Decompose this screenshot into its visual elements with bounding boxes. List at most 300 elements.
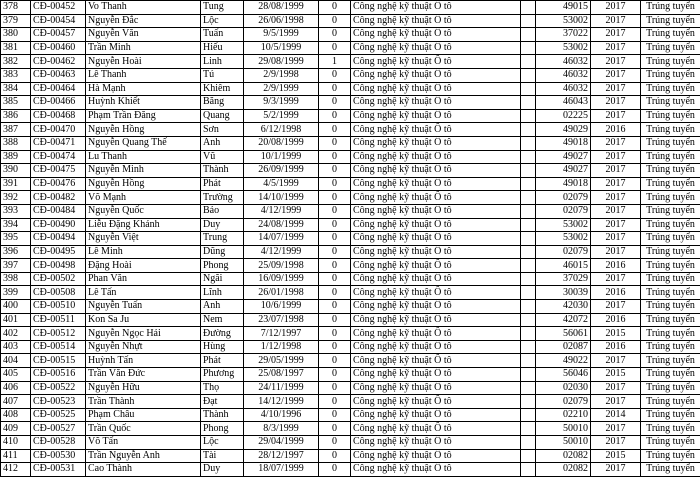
major-cell: Công nghệ kỹ thuật Ô tô <box>351 327 521 341</box>
surname-cell: Phạm Châu <box>86 408 201 422</box>
student-code-cell: CĐ-00528 <box>31 436 86 450</box>
birth-date-cell: 25/08/1997 <box>244 368 319 382</box>
student-code-cell: CĐ-00508 <box>31 286 86 300</box>
major-cell: Công nghệ kỹ thuật Ô tô <box>351 41 521 55</box>
table-row <box>1 68 700 82</box>
birth-date-cell: 9/3/1999 <box>244 96 319 110</box>
blank-cell <box>521 381 536 395</box>
student-code-cell: CĐ-00511 <box>31 313 86 327</box>
given-name-cell: Lĩnh <box>201 286 244 300</box>
birth-date-cell: 29/08/1999 <box>244 55 319 69</box>
blank-cell <box>521 313 536 327</box>
result-cell: Trúng tuyển <box>641 14 700 28</box>
student-code-cell: CĐ-00531 <box>31 463 86 477</box>
table-row <box>1 449 700 463</box>
subject-group-cell: 02210 <box>536 408 591 422</box>
blank-cell <box>521 368 536 382</box>
major-cell: Công nghệ kỹ thuật Ô tô <box>351 395 521 409</box>
result-cell: Trúng tuyển <box>641 164 700 178</box>
blank-cell <box>521 340 536 354</box>
surname-cell: Trần Minh <box>86 41 201 55</box>
birth-date-cell: 4/10/1996 <box>244 408 319 422</box>
row-number-cell: 386 <box>1 109 31 123</box>
graduation-year-cell: 2017 <box>591 191 641 205</box>
result-cell: Trúng tuyển <box>641 340 700 354</box>
blank-cell <box>521 109 536 123</box>
subject-group-cell: 46032 <box>536 68 591 82</box>
birth-date-cell: 10/1/1999 <box>244 150 319 164</box>
row-number-cell: 385 <box>1 96 31 110</box>
subject-group-cell: 02082 <box>536 463 591 477</box>
surname-cell: Lu Thanh <box>86 150 201 164</box>
row-number-cell: 384 <box>1 82 31 96</box>
major-cell: Công nghệ kỹ thuật Ô tô <box>351 313 521 327</box>
result-cell: Trúng tuyển <box>641 123 700 137</box>
graduation-year-cell: 2017 <box>591 28 641 42</box>
given-name-cell: Trung <box>201 232 244 246</box>
student-code-cell: CĐ-00514 <box>31 340 86 354</box>
priority-cell: 0 <box>319 436 351 450</box>
row-number-cell: 411 <box>1 449 31 463</box>
surname-cell: Nguyễn Đắc <box>86 14 201 28</box>
blank-cell <box>521 28 536 42</box>
major-cell: Công nghệ kỹ thuật Ô tô <box>351 436 521 450</box>
blank-cell <box>521 41 536 55</box>
graduation-year-cell: 2017 <box>591 96 641 110</box>
student-code-cell: CĐ-00490 <box>31 218 86 232</box>
row-number-cell: 380 <box>1 28 31 42</box>
subject-group-cell: 46032 <box>536 55 591 69</box>
result-cell: Trúng tuyển <box>641 109 700 123</box>
table-row <box>1 28 700 42</box>
birth-date-cell: 29/05/1999 <box>244 354 319 368</box>
table-row <box>1 1 700 15</box>
major-cell: Công nghệ kỹ thuật Ô tô <box>351 381 521 395</box>
blank-cell <box>521 259 536 273</box>
blank-cell <box>521 395 536 409</box>
birth-date-cell: 24/11/1999 <box>244 381 319 395</box>
subject-group-cell: 49027 <box>536 150 591 164</box>
birth-date-cell: 24/08/1999 <box>244 218 319 232</box>
major-cell: Công nghệ kỹ thuật Ô tô <box>351 218 521 232</box>
result-cell: Trúng tuyển <box>641 1 700 15</box>
student-code-cell: CĐ-00475 <box>31 164 86 178</box>
given-name-cell: Thành <box>201 408 244 422</box>
student-code-cell: CĐ-00457 <box>31 28 86 42</box>
blank-cell <box>521 354 536 368</box>
major-cell: Công nghệ kỹ thuật Ô tô <box>351 422 521 436</box>
surname-cell: Cao Thành <box>86 463 201 477</box>
given-name-cell: Duy <box>201 463 244 477</box>
table-row <box>1 41 700 55</box>
subject-group-cell: 46032 <box>536 82 591 96</box>
given-name-cell: Phát <box>201 354 244 368</box>
surname-cell: Nguyễn Hồng <box>86 123 201 137</box>
birth-date-cell: 29/04/1999 <box>244 436 319 450</box>
result-cell: Trúng tuyển <box>641 68 700 82</box>
result-cell: Trúng tuyển <box>641 191 700 205</box>
blank-cell <box>521 150 536 164</box>
subject-group-cell: 53002 <box>536 41 591 55</box>
graduation-year-cell: 2015 <box>591 368 641 382</box>
priority-cell: 0 <box>319 204 351 218</box>
given-name-cell: Anh <box>201 300 244 314</box>
table-row <box>1 368 700 382</box>
table-row <box>1 259 700 273</box>
surname-cell: Nguyễn Văn <box>86 28 201 42</box>
major-cell: Công nghệ kỹ thuật Ô tô <box>351 340 521 354</box>
result-cell: Trúng tuyển <box>641 327 700 341</box>
graduation-year-cell: 2017 <box>591 436 641 450</box>
major-cell: Công nghệ kỹ thuật Ô tô <box>351 14 521 28</box>
birth-date-cell: 23/07/1998 <box>244 313 319 327</box>
priority-cell: 0 <box>319 408 351 422</box>
table-row <box>1 136 700 150</box>
table-row <box>1 272 700 286</box>
priority-cell: 0 <box>319 150 351 164</box>
table-row <box>1 14 700 28</box>
row-number-cell: 402 <box>1 327 31 341</box>
row-number-cell: 383 <box>1 68 31 82</box>
birth-date-cell: 14/12/1999 <box>244 395 319 409</box>
table-row <box>1 340 700 354</box>
priority-cell: 0 <box>319 232 351 246</box>
table-row <box>1 300 700 314</box>
given-name-cell: Lộc <box>201 436 244 450</box>
row-number-cell: 403 <box>1 340 31 354</box>
table-row <box>1 313 700 327</box>
surname-cell: Trần Nguyễn Anh <box>86 449 201 463</box>
graduation-year-cell: 2017 <box>591 164 641 178</box>
graduation-year-cell: 2017 <box>591 82 641 96</box>
surname-cell: Võ Tấn <box>86 436 201 450</box>
major-cell: Công nghệ kỹ thuật Ô tô <box>351 28 521 42</box>
result-cell: Trúng tuyển <box>641 408 700 422</box>
student-code-cell: CĐ-00527 <box>31 422 86 436</box>
major-cell: Công nghệ kỹ thuật Ô tô <box>351 123 521 137</box>
student-code-cell: CĐ-00471 <box>31 136 86 150</box>
subject-group-cell: 56046 <box>536 368 591 382</box>
surname-cell: Lê Tấn <box>86 286 201 300</box>
row-number-cell: 389 <box>1 150 31 164</box>
row-number-cell: 378 <box>1 1 31 15</box>
priority-cell: 0 <box>319 395 351 409</box>
given-name-cell: Tài <box>201 449 244 463</box>
graduation-year-cell: 2016 <box>591 340 641 354</box>
result-cell: Trúng tuyển <box>641 286 700 300</box>
result-cell: Trúng tuyển <box>641 449 700 463</box>
table-row <box>1 286 700 300</box>
graduation-year-cell: 2017 <box>591 354 641 368</box>
blank-cell <box>521 463 536 477</box>
subject-group-cell: 02087 <box>536 340 591 354</box>
result-cell: Trúng tuyển <box>641 463 700 477</box>
graduation-year-cell: 2017 <box>591 14 641 28</box>
subject-group-cell: 53002 <box>536 218 591 232</box>
birth-date-cell: 7/12/1997 <box>244 327 319 341</box>
priority-cell: 0 <box>319 28 351 42</box>
result-cell: Trúng tuyển <box>641 177 700 191</box>
given-name-cell: Phương <box>201 368 244 382</box>
row-number-cell: 390 <box>1 164 31 178</box>
row-number-cell: 404 <box>1 354 31 368</box>
blank-cell <box>521 436 536 450</box>
subject-group-cell: 56061 <box>536 327 591 341</box>
priority-cell: 0 <box>319 449 351 463</box>
given-name-cell: Linh <box>201 55 244 69</box>
graduation-year-cell: 2017 <box>591 422 641 436</box>
subject-group-cell: 49029 <box>536 123 591 137</box>
birth-date-cell: 1/12/1998 <box>244 340 319 354</box>
given-name-cell: Thành <box>201 164 244 178</box>
blank-cell <box>521 327 536 341</box>
given-name-cell: Duy <box>201 218 244 232</box>
surname-cell: Phạm Trần Đăng <box>86 109 201 123</box>
given-name-cell: Phong <box>201 259 244 273</box>
blank-cell <box>521 422 536 436</box>
result-cell: Trúng tuyển <box>641 259 700 273</box>
table-row <box>1 150 700 164</box>
row-number-cell: 394 <box>1 218 31 232</box>
table-row <box>1 191 700 205</box>
major-cell: Công nghệ kỹ thuật Ô tô <box>351 150 521 164</box>
priority-cell: 0 <box>319 463 351 477</box>
graduation-year-cell: 2016 <box>591 123 641 137</box>
priority-cell: 0 <box>319 259 351 273</box>
given-name-cell: Hùng <box>201 340 244 354</box>
blank-cell <box>521 300 536 314</box>
surname-cell: Phan Văn <box>86 272 201 286</box>
graduation-year-cell: 2015 <box>591 449 641 463</box>
student-code-cell: CĐ-00464 <box>31 82 86 96</box>
result-cell: Trúng tuyển <box>641 150 700 164</box>
graduation-year-cell: 2017 <box>591 204 641 218</box>
table-row <box>1 463 700 477</box>
priority-cell: 0 <box>319 340 351 354</box>
major-cell: Công nghệ kỹ thuật Ô tô <box>351 204 521 218</box>
blank-cell <box>521 272 536 286</box>
major-cell: Công nghệ kỹ thuật Ô tô <box>351 286 521 300</box>
given-name-cell: Ngãi <box>201 272 244 286</box>
blank-cell <box>521 55 536 69</box>
blank-cell <box>521 286 536 300</box>
given-name-cell: Tú <box>201 68 244 82</box>
graduation-year-cell: 2017 <box>591 68 641 82</box>
priority-cell: 0 <box>319 368 351 382</box>
given-name-cell: Sơn <box>201 123 244 137</box>
graduation-year-cell: 2016 <box>591 259 641 273</box>
given-name-cell: Bảo <box>201 204 244 218</box>
subject-group-cell: 49022 <box>536 354 591 368</box>
major-cell: Công nghệ kỹ thuật Ô tô <box>351 272 521 286</box>
major-cell: Công nghệ kỹ thuật Ô tô <box>351 109 521 123</box>
table-row <box>1 354 700 368</box>
row-number-cell: 388 <box>1 136 31 150</box>
subject-group-cell: 02082 <box>536 449 591 463</box>
subject-group-cell: 02079 <box>536 395 591 409</box>
graduation-year-cell: 2017 <box>591 463 641 477</box>
given-name-cell: Hiếu <box>201 41 244 55</box>
birth-date-cell: 26/09/1999 <box>244 164 319 178</box>
student-code-cell: CĐ-00452 <box>31 1 86 15</box>
surname-cell: Nguyễn Nhựt <box>86 340 201 354</box>
given-name-cell: Khiêm <box>201 82 244 96</box>
student-code-cell: CĐ-00460 <box>31 41 86 55</box>
row-number-cell: 379 <box>1 14 31 28</box>
surname-cell: Nguyễn Quang Thế <box>86 136 201 150</box>
table-row <box>1 109 700 123</box>
result-cell: Trúng tuyển <box>641 41 700 55</box>
subject-group-cell: 53002 <box>536 14 591 28</box>
student-code-cell: CĐ-00495 <box>31 245 86 259</box>
given-name-cell: Đường <box>201 327 244 341</box>
graduation-year-cell: 2017 <box>591 300 641 314</box>
subject-group-cell: 02079 <box>536 191 591 205</box>
priority-cell: 0 <box>319 422 351 436</box>
priority-cell: 0 <box>319 272 351 286</box>
blank-cell <box>521 14 536 28</box>
row-number-cell: 399 <box>1 286 31 300</box>
student-code-cell: CĐ-00468 <box>31 109 86 123</box>
birth-date-cell: 28/12/1997 <box>244 449 319 463</box>
subject-group-cell: 37029 <box>536 272 591 286</box>
given-name-cell: Phong <box>201 422 244 436</box>
student-code-cell: CĐ-00502 <box>31 272 86 286</box>
student-code-cell: CĐ-00494 <box>31 232 86 246</box>
student-code-cell: CĐ-00470 <box>31 123 86 137</box>
birth-date-cell: 9/5/1999 <box>244 28 319 42</box>
student-code-cell: CĐ-00484 <box>31 204 86 218</box>
subject-group-cell: 42072 <box>536 313 591 327</box>
given-name-cell: Băng <box>201 96 244 110</box>
surname-cell: Nguyễn Minh <box>86 164 201 178</box>
row-number-cell: 410 <box>1 436 31 450</box>
result-cell: Trúng tuyển <box>641 436 700 450</box>
birth-date-cell: 5/2/1999 <box>244 109 319 123</box>
given-name-cell: Anh <box>201 136 244 150</box>
given-name-cell: Lộc <box>201 14 244 28</box>
row-number-cell: 393 <box>1 204 31 218</box>
priority-cell: 0 <box>319 136 351 150</box>
row-number-cell: 406 <box>1 381 31 395</box>
table-row <box>1 245 700 259</box>
major-cell: Công nghệ kỹ thuật Ô tô <box>351 232 521 246</box>
surname-cell: Huỳnh Tấn <box>86 354 201 368</box>
row-number-cell: 412 <box>1 463 31 477</box>
birth-date-cell: 4/5/1999 <box>244 177 319 191</box>
given-name-cell: Đạt <box>201 395 244 409</box>
blank-cell <box>521 136 536 150</box>
row-number-cell: 401 <box>1 313 31 327</box>
row-number-cell: 382 <box>1 55 31 69</box>
priority-cell: 0 <box>319 96 351 110</box>
student-code-cell: CĐ-00476 <box>31 177 86 191</box>
surname-cell: Vo Thanh <box>86 1 201 15</box>
major-cell: Công nghệ kỹ thuật Ô tô <box>351 1 521 15</box>
blank-cell <box>521 245 536 259</box>
result-cell: Trúng tuyển <box>641 313 700 327</box>
birth-date-cell: 16/09/1999 <box>244 272 319 286</box>
birth-date-cell: 10/6/1999 <box>244 300 319 314</box>
result-cell: Trúng tuyển <box>641 300 700 314</box>
birth-date-cell: 2/9/1998 <box>244 68 319 82</box>
subject-group-cell: 42030 <box>536 300 591 314</box>
priority-cell: 0 <box>319 218 351 232</box>
blank-cell <box>521 408 536 422</box>
student-code-cell: CĐ-00466 <box>31 96 86 110</box>
priority-cell: 0 <box>319 164 351 178</box>
given-name-cell: Phát <box>201 177 244 191</box>
major-cell: Công nghệ kỹ thuật Ô tô <box>351 191 521 205</box>
subject-group-cell: 02225 <box>536 109 591 123</box>
table-row <box>1 408 700 422</box>
subject-group-cell: 50010 <box>536 422 591 436</box>
table-row <box>1 96 700 110</box>
surname-cell: Nguyễn Ngọc Hải <box>86 327 201 341</box>
student-code-cell: CĐ-00463 <box>31 68 86 82</box>
major-cell: Công nghệ kỹ thuật Ô tô <box>351 368 521 382</box>
graduation-year-cell: 2017 <box>591 218 641 232</box>
blank-cell <box>521 177 536 191</box>
subject-group-cell: 49015 <box>536 1 591 15</box>
row-number-cell: 396 <box>1 245 31 259</box>
result-cell: Trúng tuyển <box>641 272 700 286</box>
major-cell: Công nghệ kỹ thuật Ô tô <box>351 55 521 69</box>
subject-group-cell: 46043 <box>536 96 591 110</box>
graduation-year-cell: 2017 <box>591 1 641 15</box>
graduation-year-cell: 2017 <box>591 136 641 150</box>
table-row <box>1 422 700 436</box>
row-number-cell: 392 <box>1 191 31 205</box>
priority-cell: 0 <box>319 68 351 82</box>
blank-cell <box>521 232 536 246</box>
graduation-year-cell: 2017 <box>591 41 641 55</box>
priority-cell: 0 <box>319 300 351 314</box>
graduation-year-cell: 2014 <box>591 408 641 422</box>
major-cell: Công nghệ kỹ thuật Ô tô <box>351 354 521 368</box>
student-code-cell: CĐ-00510 <box>31 300 86 314</box>
graduation-year-cell: 2016 <box>591 286 641 300</box>
graduation-year-cell: 2017 <box>591 150 641 164</box>
blank-cell <box>521 218 536 232</box>
student-code-cell: CĐ-00523 <box>31 395 86 409</box>
result-cell: Trúng tuyển <box>641 245 700 259</box>
result-cell: Trúng tuyển <box>641 354 700 368</box>
given-name-cell: Quang <box>201 109 244 123</box>
blank-cell <box>521 82 536 96</box>
table-row <box>1 55 700 69</box>
result-cell: Trúng tuyển <box>641 136 700 150</box>
subject-group-cell: 02079 <box>536 245 591 259</box>
subject-group-cell: 53002 <box>536 232 591 246</box>
birth-date-cell: 14/07/1999 <box>244 232 319 246</box>
row-number-cell: 397 <box>1 259 31 273</box>
birth-date-cell: 28/08/1999 <box>244 1 319 15</box>
table-row <box>1 177 700 191</box>
major-cell: Công nghệ kỹ thuật Ô tô <box>351 96 521 110</box>
row-number-cell: 395 <box>1 232 31 246</box>
blank-cell <box>521 68 536 82</box>
result-cell: Trúng tuyển <box>641 82 700 96</box>
graduation-year-cell: 2017 <box>591 272 641 286</box>
result-cell: Trúng tuyển <box>641 28 700 42</box>
graduation-year-cell: 2015 <box>591 327 641 341</box>
surname-cell: Hà Mạnh <box>86 82 201 96</box>
major-cell: Công nghệ kỹ thuật Ô tô <box>351 408 521 422</box>
blank-cell <box>521 1 536 15</box>
graduation-year-cell: 2017 <box>591 232 641 246</box>
birth-date-cell: 8/3/1999 <box>244 422 319 436</box>
